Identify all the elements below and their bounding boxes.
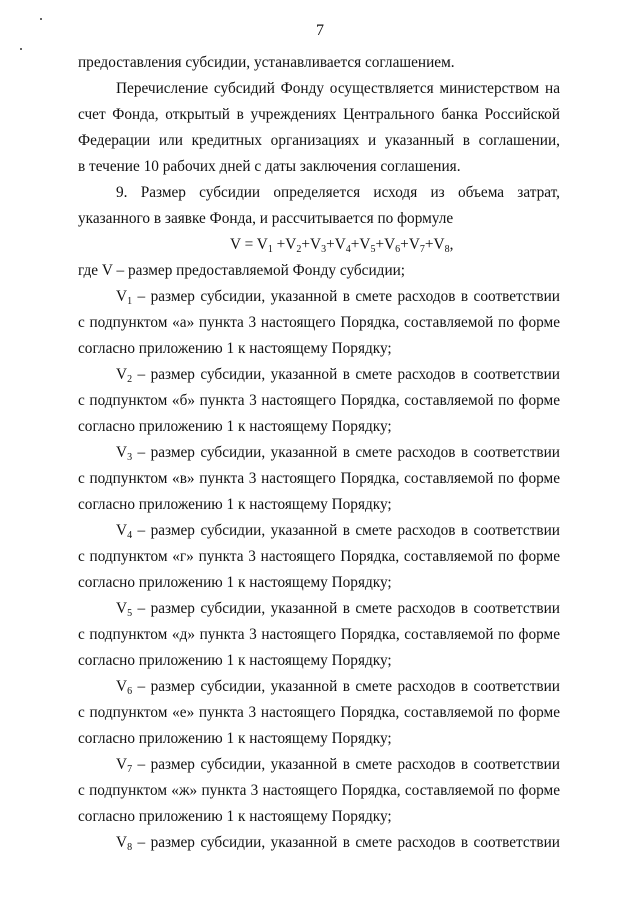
formula-term-subscript: 5 [370, 244, 376, 255]
paragraph-line: Федерации или кредитных организациях и указанный в соглашении, [78, 132, 560, 149]
definition-first-line [78, 596, 560, 622]
definition-line: с подпунктом «г» пункта 3 настоящего Порядка, составляемой по форме [78, 548, 560, 565]
definition-subscript: 7 [127, 764, 133, 775]
scan-speck [20, 48, 22, 50]
definition-line: с подпунктом «в» пункта 3 настоящего Порядка, составляемой по форме [78, 470, 560, 487]
definition-line: согласно приложению 1 к настоящему Порядку; [78, 730, 392, 747]
formula-operator: + [301, 236, 310, 253]
definition-line: с подпунктом «д» пункта 3 настоящего Порядка, составляемой по форме [78, 626, 560, 643]
formula-term-subscript: 4 [345, 244, 351, 255]
formula-term-symbol: V [285, 236, 297, 253]
definition-line: с подпунктом «б» пункта 3 настоящего Порядка, составляемой по форме [78, 392, 560, 409]
paragraph-continuation: предоставления субсидии, устанавливается соглашением. [78, 54, 455, 71]
formula-term-symbol: V [433, 236, 445, 253]
formula-term-symbol: V [408, 236, 420, 253]
definition-subscript: 5 [127, 608, 133, 619]
definition-subscript: 1 [127, 296, 133, 307]
definition-text: – размер субсидии, указанной в смете расходов в соответствии [132, 756, 560, 773]
definition-text: – размер субсидии, указанной в смете расходов в соответствии [132, 600, 560, 617]
definition-line: согласно приложению 1 к настоящему Порядку; [78, 808, 392, 825]
definition-text: – размер субсидии, указанной в смете расходов в соответствии [132, 288, 560, 305]
definition-first-line [78, 752, 560, 778]
formula-terms [257, 236, 454, 253]
definition-text: – размер субсидии, указанной в смете расходов в соответствии [132, 678, 560, 695]
definition-subscript: 6 [127, 686, 133, 697]
paragraph-line: счет Фонда, открытый в учреждениях Центрального банка Российской [78, 106, 560, 123]
definition-subscript: 2 [127, 374, 133, 385]
formula-operator: + [424, 236, 434, 253]
formula-operator: , [449, 236, 454, 253]
definition-text: – размер субсидии, указанной в смете расходов в соответствии [132, 366, 560, 383]
definition-line: согласно приложению 1 к настоящему Порядку; [78, 574, 392, 591]
formula-operator: + [272, 236, 286, 253]
formula-term-subscript: 3 [321, 244, 327, 255]
definition-symbol: V [116, 444, 128, 461]
formula [78, 232, 560, 258]
paragraph-line: указанного в заявке Фонда, и рассчитывается по формуле [78, 210, 454, 227]
definition-first-line [78, 518, 560, 544]
definition-symbol: V [116, 834, 128, 851]
formula-explanation: где V – размер предоставляемой Фонду субсидии; [78, 262, 406, 279]
formula-term-symbol: V [310, 236, 322, 253]
definition-line: согласно приложению 1 к настоящему Порядку; [78, 496, 392, 513]
definition-line: согласно приложению 1 к настоящему Порядку; [78, 340, 392, 357]
definition-symbol: V [116, 288, 128, 305]
formula-term-symbol: V [359, 236, 371, 253]
formula-operator: + [400, 236, 409, 253]
formula-term-symbol: V [256, 236, 268, 253]
definition-line: с подпунктом «е» пункта 3 настоящего Порядка, составляемой по форме [78, 704, 560, 721]
formula-term-subscript: 1 [267, 244, 273, 255]
scan-speck [40, 18, 42, 20]
definition-symbol: V [116, 366, 128, 383]
definition-subscript: 3 [127, 452, 133, 463]
definition-text: – размер субсидии, указанной в смете расходов в соответствии [132, 522, 560, 539]
formula-term-subscript: 6 [395, 244, 401, 255]
definitions-list [78, 284, 560, 856]
definition-first-line [78, 440, 560, 466]
document-body [78, 50, 560, 856]
definition-first-line [78, 674, 560, 700]
formula-operator: + [350, 236, 360, 253]
definition-symbol: V [116, 678, 128, 695]
formula-term-subscript: 8 [444, 244, 450, 255]
formula-term-subscript: 2 [296, 244, 302, 255]
formula-term-symbol: V [334, 236, 346, 253]
definition-first-line [78, 362, 560, 388]
paragraph-line: 9. Размер субсидии определяется исходя из объема затрат, [116, 184, 560, 201]
definition-line: согласно приложению 1 к настоящему Порядку; [78, 418, 392, 435]
definition-symbol: V [116, 522, 128, 539]
formula-term-subscript: 7 [419, 244, 425, 255]
definition-text: – размер субсидии, указанной в смете расходов в соответствии [132, 444, 560, 461]
definition-line: с подпунктом «ж» пункта 3 настоящего Порядка, составляемой по форме [78, 782, 560, 799]
definition-symbol: V [116, 756, 128, 773]
definition-text: – размер субсидии, указанной в смете расходов в соответствии [132, 834, 560, 851]
formula-operator: + [326, 236, 335, 253]
formula-term-symbol: V [384, 236, 396, 253]
definition-first-line [78, 284, 560, 310]
definition-first-line [78, 830, 560, 856]
page-number: 7 [316, 22, 324, 39]
definition-subscript: 4 [127, 530, 133, 541]
definition-line: с подпунктом «а» пункта 3 настоящего Порядка, составляемой по форме [78, 314, 560, 331]
formula-operator: + [375, 236, 385, 253]
definition-symbol: V [116, 600, 128, 617]
definition-subscript: 8 [127, 842, 133, 853]
paragraph-line: в течение 10 рабочих дней с даты заключения соглашения. [78, 158, 461, 175]
paragraph-line: Перечисление субсидий Фонду осуществляется министерством на [116, 80, 560, 97]
definition-line: согласно приложению 1 к настоящему Порядку; [78, 652, 392, 669]
formula-lhs: V = [230, 236, 257, 253]
